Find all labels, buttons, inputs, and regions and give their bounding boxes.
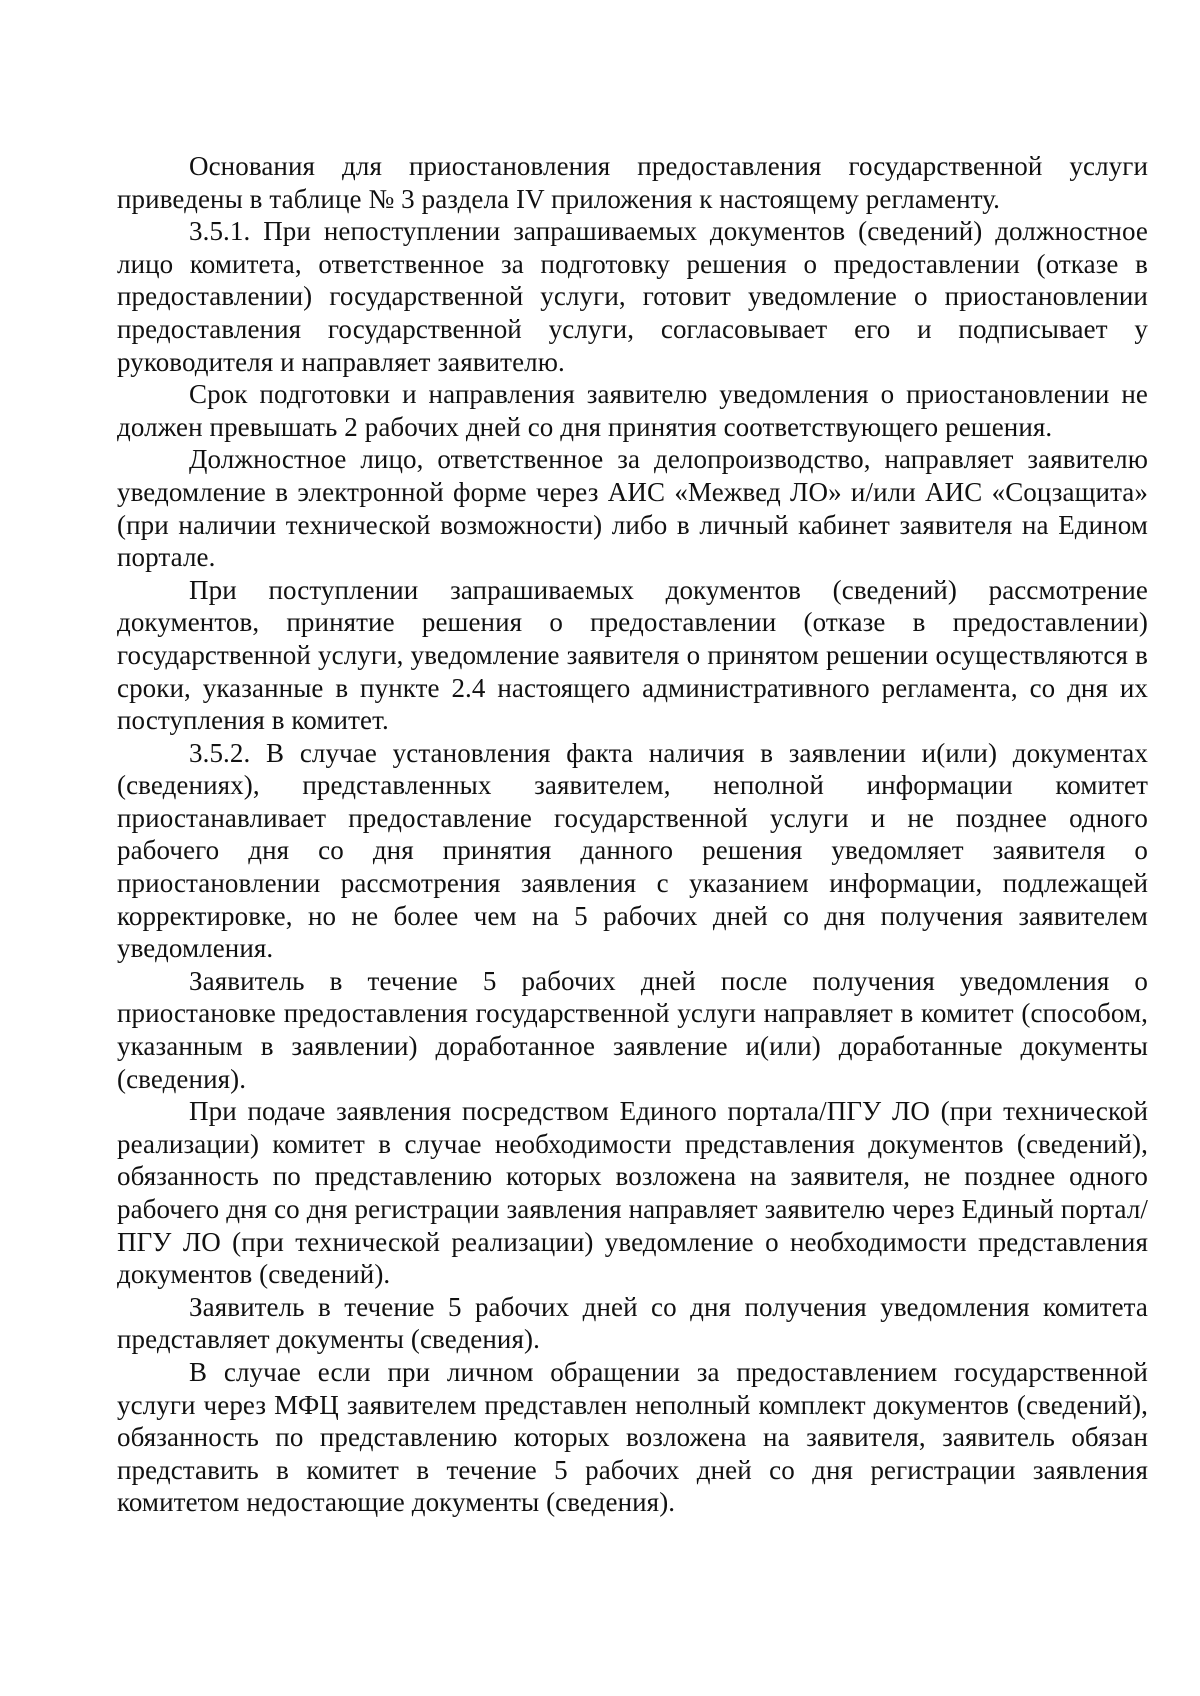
paragraph-documents-received: При поступлении запрашиваемых документов (сведений) рассмотрение документов, принятие решения о предоставлении (отказе в предоставлении) государственной услуги, уведомление заявителя о принятом решении осуществляются в сроки, указанные в пункте 2.4 настоящего административного регламента, со дня их поступления в комитет.: [117, 574, 1148, 736]
paragraph-notification-deadline: Срок подготовки и направления заявителю уведомления о приостановлении не должен превышать 2 рабочих дней со дня принятия соответствующего решения.: [117, 379, 1148, 442]
paragraph-grounds-for-suspension: Основания для приостановления предоставления государственной услуги приведены в таблице № 3 раздела IV приложения к настоящему регламенту.: [117, 151, 1148, 214]
paragraph-single-portal-submission: При подаче заявления посредством Единого портала/ПГУ ЛО (при технической реализации) комитет в случае необходимости представления документов (сведений), обязанность по представлению которых возложена на заявителя, не позднее одного рабочего дня со дня регистрации заявления направляет заявителю через Единый портал/ПГУ ЛО (при технической реализации) уведомление о необходимости представления документов (сведений).: [117, 1096, 1148, 1290]
paragraph-mfc-incomplete-set: В случае если при личном обращении за предоставлением государственной услуги через МФЦ заявителем представлен неполный комплект документов (сведений), обязанность по представлению которых возложена на заявителя, заявитель обязан представить в комитет в течение 5 рабочих дней со дня регистрации заявления комитетом недостающие документы (сведения).: [117, 1356, 1148, 1518]
paragraph-applicant-revision: Заявитель в течение 5 рабочих дней после получения уведомления о приостановке предоставления государственной услуги направляет в комитет (способом, указанным в заявлении) доработанное заявление и(или) доработанные документы (сведения).: [117, 965, 1148, 1094]
paragraph-electronic-notification: Должностное лицо, ответственное за делопроизводство, направляет заявителю уведомление в электронной форме через АИС «Межвед ЛО» и/или АИС «Соцзащита» (при наличии технической возможности) либо в личный кабинет заявителя на Едином портале.: [117, 444, 1148, 573]
paragraph-3-5-1: 3.5.1. При непоступлении запрашиваемых документов (сведений) должностное лицо комитета, ответственное за подготовку решения о предоставлении (отказе в предоставлении) государственной услуги, готовит уведомление о приостановлении предоставления государственной услуги, согласовывает его и подписывает у руководителя и направляет заявителю.: [117, 216, 1148, 377]
paragraph-applicant-documents: Заявитель в течение 5 рабочих дней со дня получения уведомления комитета представляет документы (сведения).: [117, 1291, 1148, 1355]
document-body: [117, 150, 1148, 1519]
paragraph-3-5-2: 3.5.2. В случае установления факта наличия в заявлении и(или) документах (сведениях), представленных заявителем, неполной информации комитет приостанавливает предоставление государственной услуги и не позднее одного рабочего дня со дня принятия данного решения уведомляет заявителя о приостановлении рассмотрения заявления с указанием информации, подлежащей корректировке, но не более чем на 5 рабочих дней со дня получения заявителем уведомления.: [117, 737, 1148, 964]
